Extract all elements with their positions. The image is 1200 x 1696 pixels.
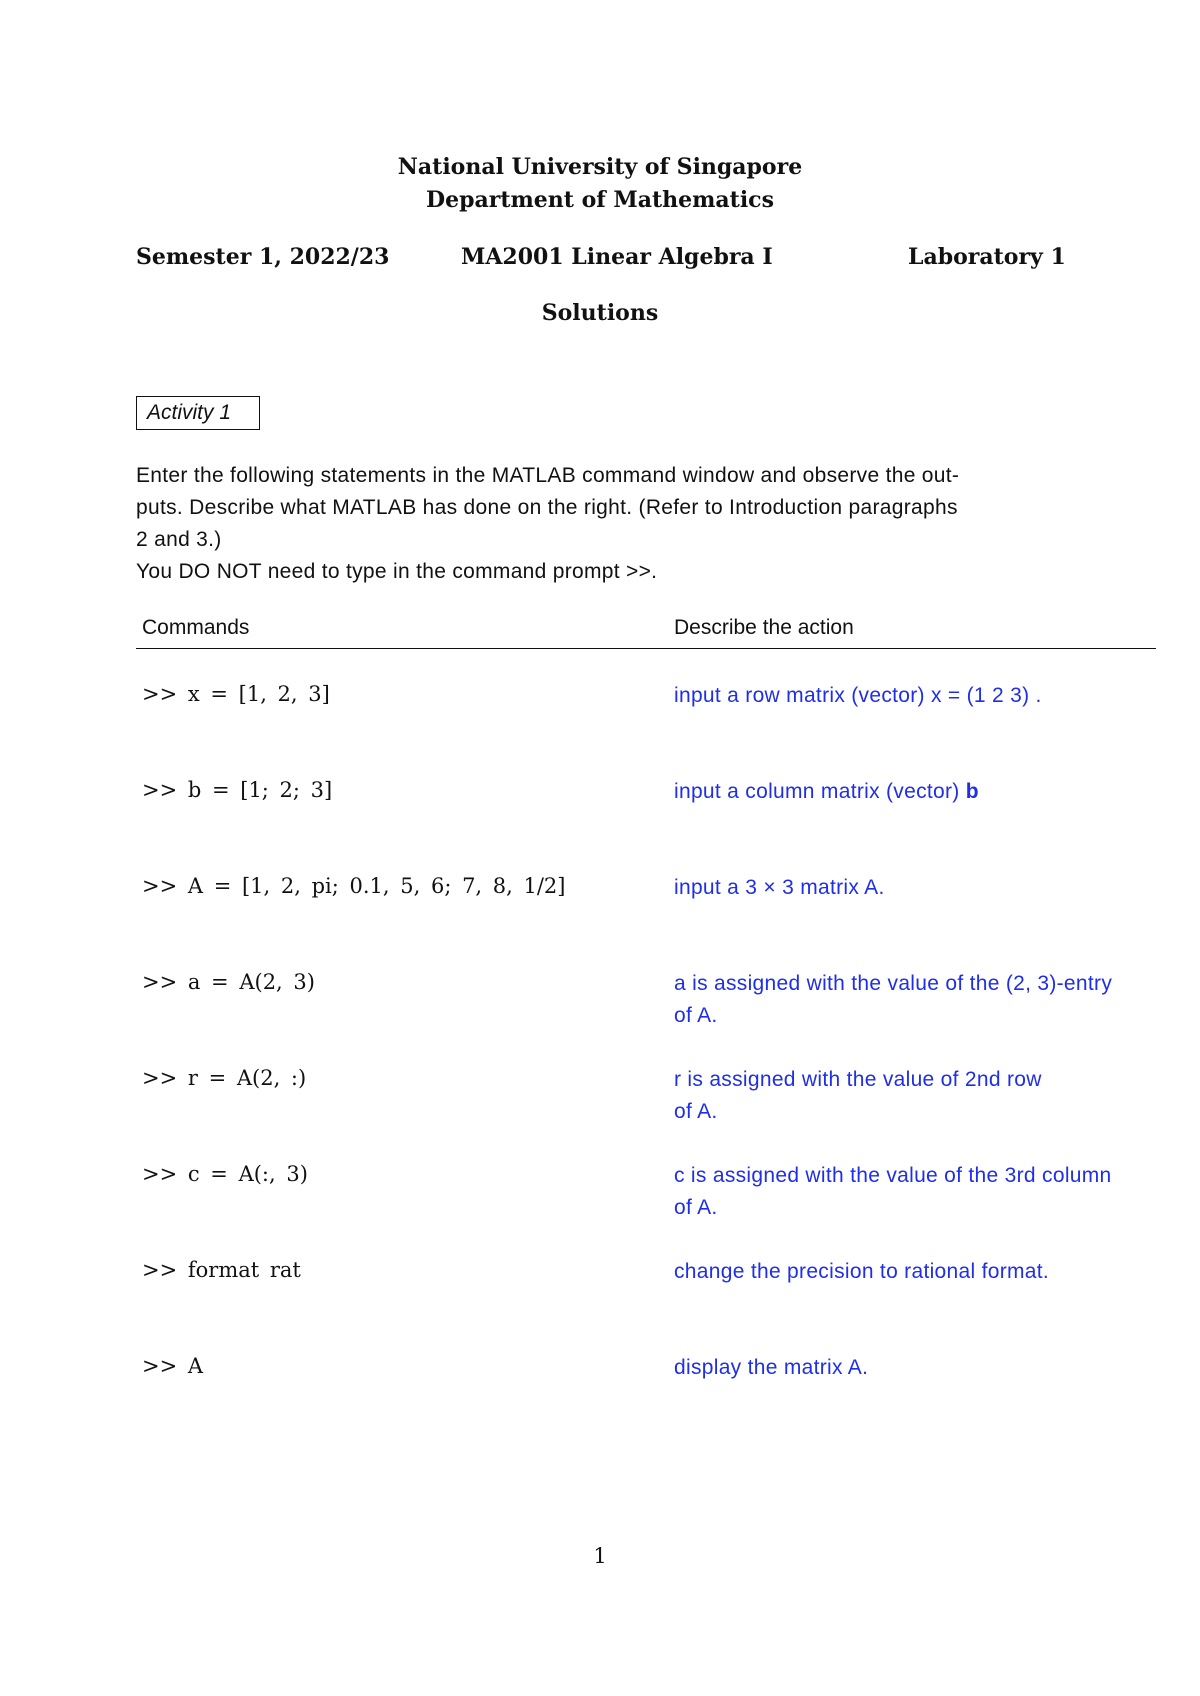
- description-line: of A.: [674, 1196, 718, 1219]
- description-cell: input a row matrix (vector) x = (1 2 3) .: [674, 684, 1042, 707]
- intro-line: Enter the following statements in the MATLAB command window and observe the out-: [136, 464, 960, 487]
- command-cell: >> r = A(2, :): [142, 1066, 307, 1090]
- activity-label: Activity 1: [147, 401, 232, 424]
- activity-instructions: [136, 460, 1076, 588]
- description-line: a is assigned with the value of the (2, 3)-entry: [674, 972, 1113, 995]
- command-cell: >> A: [142, 1354, 204, 1378]
- description-cell: [674, 1160, 1164, 1224]
- intro-line: puts. Describe what MATLAB has done on the right. (Refer to Introduction paragraphs: [136, 496, 958, 519]
- lab-label: Laboratory 1: [908, 244, 1066, 270]
- description-cell: input a 3 × 3 matrix A.: [674, 876, 885, 899]
- description-cell: change the precision to rational format.: [674, 1260, 1050, 1283]
- solutions-subtitle: Solutions: [541, 300, 659, 326]
- university-title: National University of Singapore: [397, 154, 803, 180]
- commands-column-header: Commands: [142, 616, 250, 639]
- table-header: [136, 614, 1156, 649]
- description-cell: [674, 1064, 1164, 1128]
- page-number: 1: [593, 1544, 607, 1568]
- command-cell: >> a = A(2, 3): [142, 970, 315, 994]
- command-cell: >> x = [1, 2, 3]: [142, 682, 330, 706]
- vector-b-symbol: b: [965, 780, 979, 803]
- intro-line: 2 and 3.): [136, 528, 222, 551]
- description-line: r is assigned with the value of 2nd row: [674, 1068, 1042, 1091]
- command-cell: >> format rat: [142, 1258, 301, 1282]
- description-cell: display the matrix A.: [674, 1356, 869, 1379]
- course-label: MA2001 Linear Algebra I: [461, 244, 773, 270]
- description-line: c is assigned with the value of the 3rd column: [674, 1164, 1112, 1187]
- description-line: of A.: [674, 1100, 718, 1123]
- describe-column-header: Describe the action: [674, 616, 854, 639]
- department-title: Department of Mathematics: [426, 187, 774, 213]
- command-cell: >> A = [1, 2, pi; 0.1, 5, 6; 7, 8, 1/2]: [142, 874, 566, 898]
- command-cell: >> c = A(:, 3): [142, 1162, 308, 1186]
- description-cell: [674, 776, 1164, 808]
- activity-label-box: [136, 396, 260, 430]
- description-text: input a column matrix (vector): [674, 780, 960, 803]
- intro-line: You DO NOT need to type in the command prompt >>.: [136, 560, 658, 583]
- command-cell: >> b = [1; 2; 3]: [142, 778, 333, 802]
- description-line: of A.: [674, 1004, 718, 1027]
- semester-label: Semester 1, 2022/23: [136, 244, 390, 270]
- description-cell: [674, 968, 1164, 1032]
